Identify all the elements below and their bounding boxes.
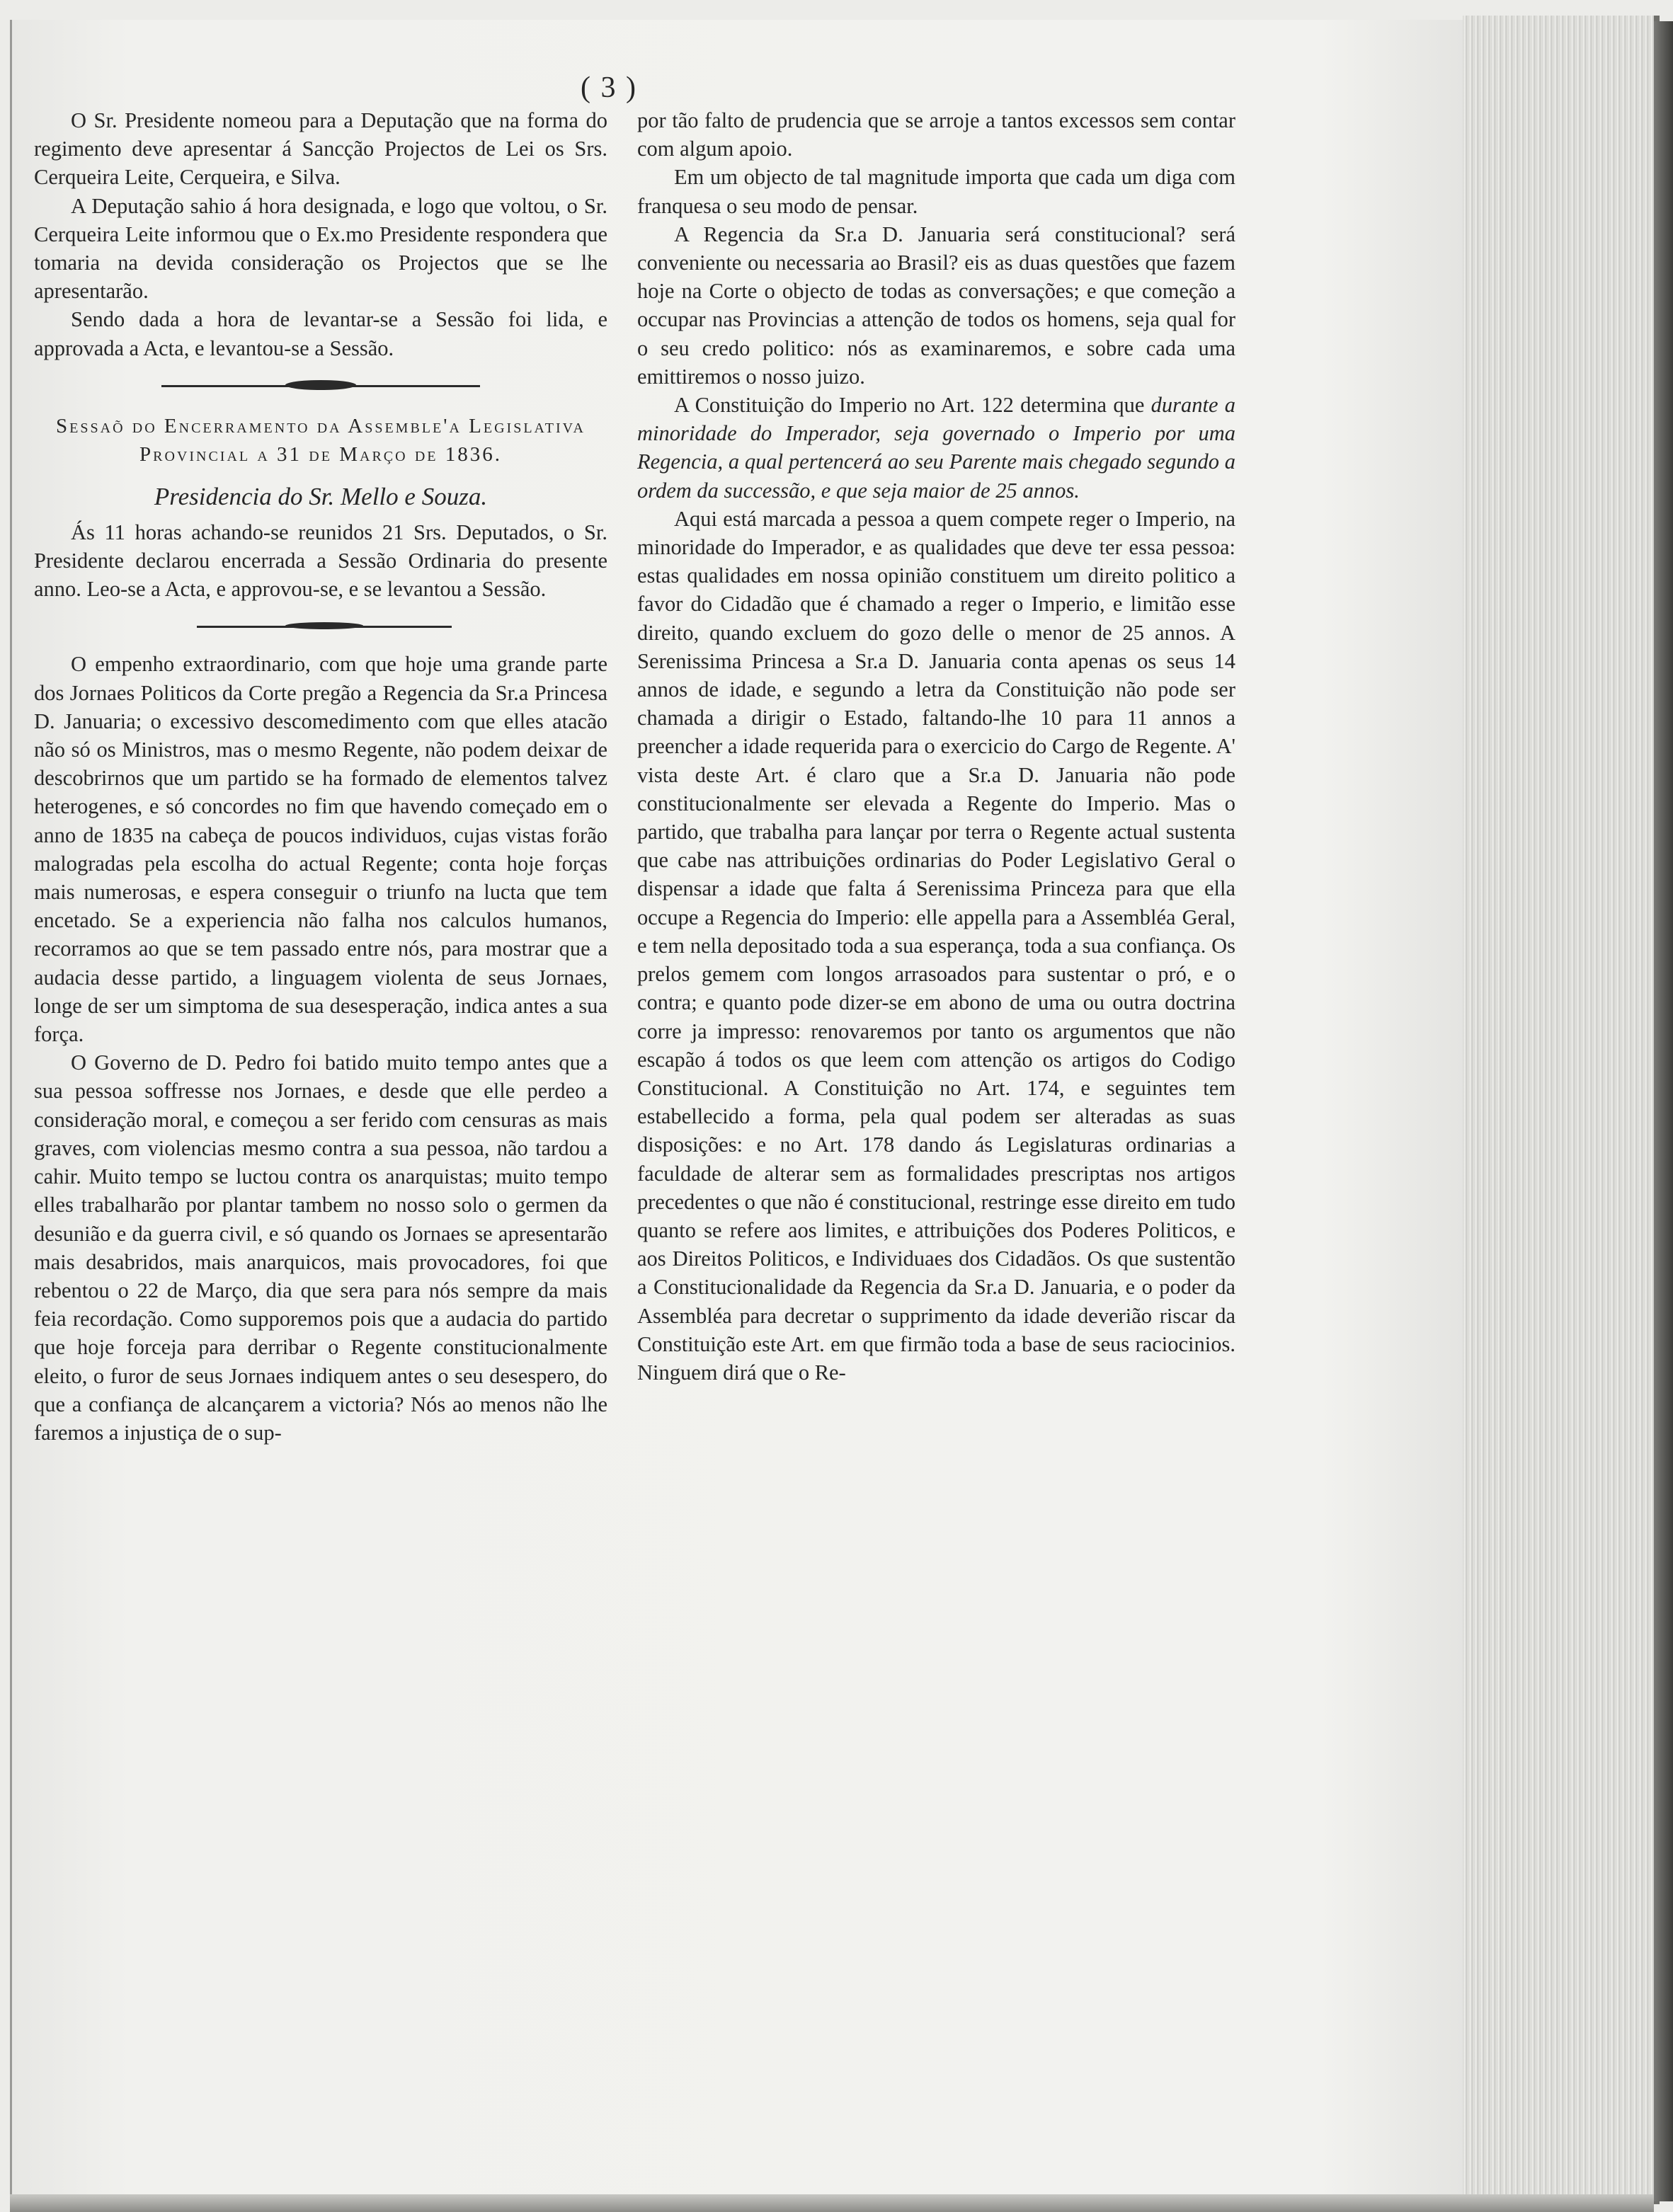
left-column xyxy=(34,106,607,1447)
page-bottom-edge xyxy=(10,2194,1654,2212)
paragraph: A Regencia da Sr.a D. Januaria será constitucional? será conveniente ou necessaria ao Brasil? eis as duas questões que fazem hoje na Corte o objecto de todas as conversações; e que começão a occupar nas Provincias a attenção de todos os homens, seja qual for o seu credo politico: nós as examinaremos, e sobre cada uma emittiremos o nosso juizo. xyxy=(637,222,1235,389)
page-number: ( 3 ) xyxy=(581,71,637,104)
paragraph: O Governo de D. Pedro foi batido muito tempo antes que a sua pessoa soffresse nos Jornaes, e desde que elle perdeo a consideração moral, e começou a ser ferido com censuras as mais graves, com violencias mesmo contra a sua pessoa, não tardou a cahir. Muito tempo se luctou contra os anarquistas; muito tempo elles trabalharão por plantar tambem no nosso solo o germen da desunião e da guerra civil, e só quando os Jornaes se apresentarão mais desabridos, mais anarquicos, mais provocadores, foi que rebentou o 22 de Março, dia que sera para nós sempre da mais feia recordação. Como supporemos pois que a audacia do partido que hoje forceja para derribar o Regente constitucionalmente eleito, o furor de seus Jornaes indiquem antes o seu desespero, do que a confiança de alcançarem a victoria? Nós ao menos não lhe faremos a injustiça de o sup- xyxy=(34,1050,607,1445)
ornamental-rule xyxy=(34,362,607,409)
session-heading: Sessaõ do Encerramento da Assemble'a Legislativa Provincial a 31 de Março de 1836. xyxy=(56,414,586,466)
article-lead: A Constituição do Imperio no Art. 122 determina que xyxy=(674,393,1151,418)
paragraph: por tão falto de prudencia que se arroje a tantos excessos sem contar com algum apoio. xyxy=(637,108,1235,161)
paragraph xyxy=(637,391,1235,505)
paragraph: Em um objecto de tal magnitude importa que cada um diga com franquesa o seu modo de pensar. xyxy=(637,165,1235,218)
paragraph: Aqui está marcada a pessoa a quem compete reger o Imperio, na minoridade do Imperador, e as qualidades que deve ter essa pessoa: estas qualidades em nossa opinião constituem um direito politico a favor do Cidadão que é chamado a reger o Imperio, e limitão esse direito, quando excluem do gozo delle o menor de 25 annos. A Serenissima Princesa a Sr.a D. Januaria conta apenas os seus 14 annos de idade, e segundo a letra da Constituição não pode ser chamada a dirigir o Estado, faltando-lhe 10 para 11 annos a preencher a idade requerida para o exercicio do Cargo de Regente. A' vista deste Art. é claro que a Sr.a D. Januaria não pode constitucionalmente ser elevada a Regente do Imperio. Mas o partido, que trabalha para lançar por terra o Regente actual sustenta que cabe nas attribuições ordinarias do Poder Legislativo Geral o dispensar a idade que falta á Serenissima Princeza para que ella occupe a Regencia do Imperio: elle appella para a Assembléa Geral, e tem nella depositado toda a sua esperança, toda a sua confiança. Os prelos gemem com longos arrasoados para sustentar o pró, e o contra; e quanto pode dizer-se em abono de uma ou outra doctrina corre ja impresso: renovaremos por tanto os argumentos que não escapão á todos os que leem com attenção os artigos do Codigo Constitucional. A Constituição no Art. 174, e seguintes tem estabellecido a forma, pela qual podem ser alteradas as suas disposições: e no Art. 178 dando ás Legislaturas ordinarias a faculdade de alterar sem as formalidades prescriptas nos artigos precedentes o que não é constitucional, restringe esse direito em tudo quanto se refere aos limites, e attribuições dos Poderes Politicos, e aos Direitos Politicos, e Individuaes dos Cidadãos. Os que sustentão a Constitucionalidade da Regencia da Sr.a D. Januaria, e o poder da Assembléa para decretar o supprimento da idade deverião riscar da Constituição este Art. em que firmão toda a base de seus raciocinios. Ninguem dirá que o Re- xyxy=(637,506,1235,1385)
ornamental-rule xyxy=(34,603,607,650)
binding-shadow xyxy=(1654,21,1673,2201)
paragraph: A Deputação sahio á hora designada, e logo que voltou, o Sr. Cerqueira Leite informou que o Ex.mo Presidente respondera que tomaria na devida consideração os Projectos que se lhe apresentarão. xyxy=(34,193,607,304)
paragraph: Ás 11 horas achando-se reunidos 21 Srs. Deputados, o Sr. Presidente declarou encerrada a Sessão Ordinaria do presente anno. Leo-se a Acta, e approvou-se, e se levantou a Sessão. xyxy=(34,520,607,602)
paragraph: Sendo dada a hora de levantar-se a Sessão foi lida, e approvada a Acta, e levantou-se a Sessão. xyxy=(34,307,607,360)
right-column xyxy=(637,106,1235,1387)
presidency-line: Presidencia do Sr. Mello e Souza. xyxy=(154,482,488,510)
paragraph: O Sr. Presidente nomeou para a Deputação que na forma do regimento deve apresentar á Sancção Projectos de Lei os Srs. Cerqueira Leite, Cerqueira, e Silva. xyxy=(34,108,607,190)
paragraph: O empenho extraordinario, com que hoje uma grande parte dos Jornaes Politicos da Corte pregão a Regencia da Sr.a Princesa D. Januaria; o excessivo descomedimento com que elles atacão não só os Ministros, mas o mesmo Regente, não podem deixar de descobrirnos que um partido se ha formado de elementos talvez heterogenes, e só concordes no fim que havendo começado em o anno de 1835 na cabeça de poucos individuos, cujas vistas forão malogradas pela escolha do actual Regente; conta hoje forças mais numerosas, e espera conseguir o triunfo na lucta que tem encetado. Se a experiencia não falha nos calculos humanos, recorramos ao que se tem passado entre nós, para mostrar que a audacia desse partido, a linguagem violenta de seus Jornaes, longe de ser um simptoma de sua desesperação, indica antes a sua força. xyxy=(34,652,607,1047)
page-stack-edge xyxy=(1463,16,1660,2204)
article-quote: durante a minoridade do Imperador, seja governado o Imperio por uma Regencia, a qual pertencerá ao seu Parente mais chegado segundo a ordem da successão, e que seja maior de 25 annos. xyxy=(637,393,1235,503)
